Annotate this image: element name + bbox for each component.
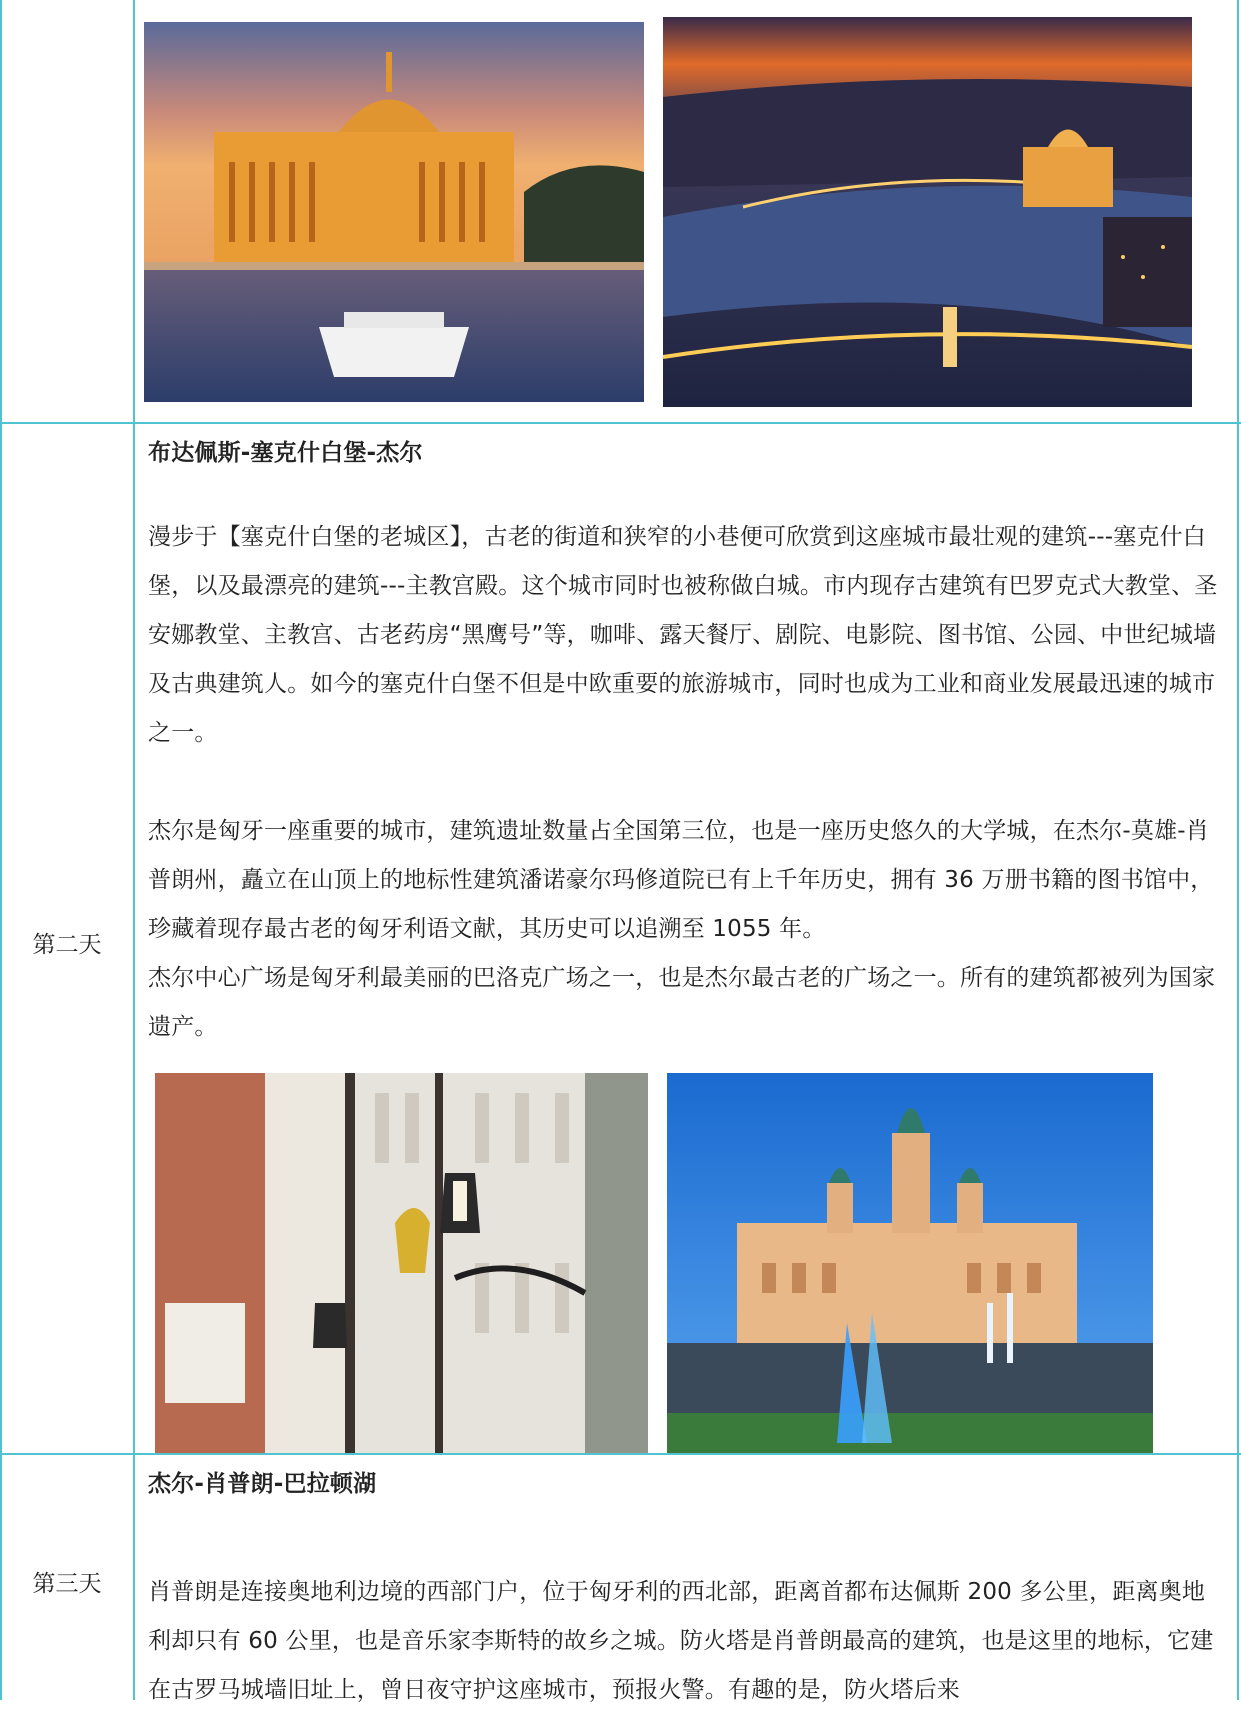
table-border-right (1237, 0, 1239, 1700)
table-column-divider (133, 0, 135, 1700)
parliament-photo (144, 22, 644, 402)
row-divider-2 (0, 1453, 1241, 1455)
street-lanterns-photo (155, 1073, 648, 1453)
day3-route-title: 杰尔-肖普朗-巴拉顿湖 (148, 1471, 377, 1497)
day2-content (148, 438, 1224, 1052)
row-divider-1 (0, 422, 1241, 424)
gyor-townhall-photo (667, 1073, 1153, 1453)
day3-content (148, 1469, 1224, 1715)
day2-paragraph-szekesfehervar: 漫步于【塞克什白堡的老城区】，古老的街道和狭窄的小巷便可欣赏到这座城市最壮观的建筑---塞克什白堡，以及最漂亮的建筑---主教宫殿。这个城市同时也被称做白城。市内现存古建筑有巴罗克式大教堂、圣安娜教堂、主教宫、古老药房“黑鹰号”等，咖啡、露天餐厅、剧院、电影院、图书馆、公园、中世纪城墙及古典建筑人。如今的塞克什白堡不但是中欧重要的旅游城市，同时也成为工业和商业发展最迅速的城市之一。 (148, 524, 1218, 746)
day2-paragraph-gyor: 杰尔是匈牙一座重要的城市，建筑遗址数量占全国第三位，也是一座历史悠久的大学城，在杰尔-莫雄-肖普朗州，矗立在山顶上的地标性建筑潘诺豪尔玛修道院已有上千年历史，拥有 36 万册书籍的图书馆中，珍藏着现存最古老的匈牙利语文献，其历史可以追溯至 1055 年。 (148, 818, 1214, 942)
day-label-day2: 第二天 (32, 932, 102, 958)
table-border-left (0, 0, 2, 1700)
day-label-day3: 第三天 (32, 1571, 102, 1597)
day2-paragraph-square: 杰尔中心广场是匈牙利最美丽的巴洛克广场之一，也是杰尔最古老的广场之一。所有的建筑都被列为国家遗产。 (148, 965, 1216, 1040)
day3-paragraph-sopron: 肖普朗是连接奥地利边境的西部门户，位于匈牙利的西北部，距离首都布达佩斯 200 多公里，距离奥地利却只有 60 公里，也是音乐家李斯特的故乡之城。防火塔是肖普朗最高的建筑，也是这里的地标，它建在古罗马城墙旧址上，曾日夜守护这座城市，预报火警。有趣的是，防火塔后来 (148, 1579, 1214, 1703)
day2-route-title: 布达佩斯-塞克什白堡-杰尔 (148, 440, 423, 466)
danube-night-photo (663, 17, 1192, 407)
